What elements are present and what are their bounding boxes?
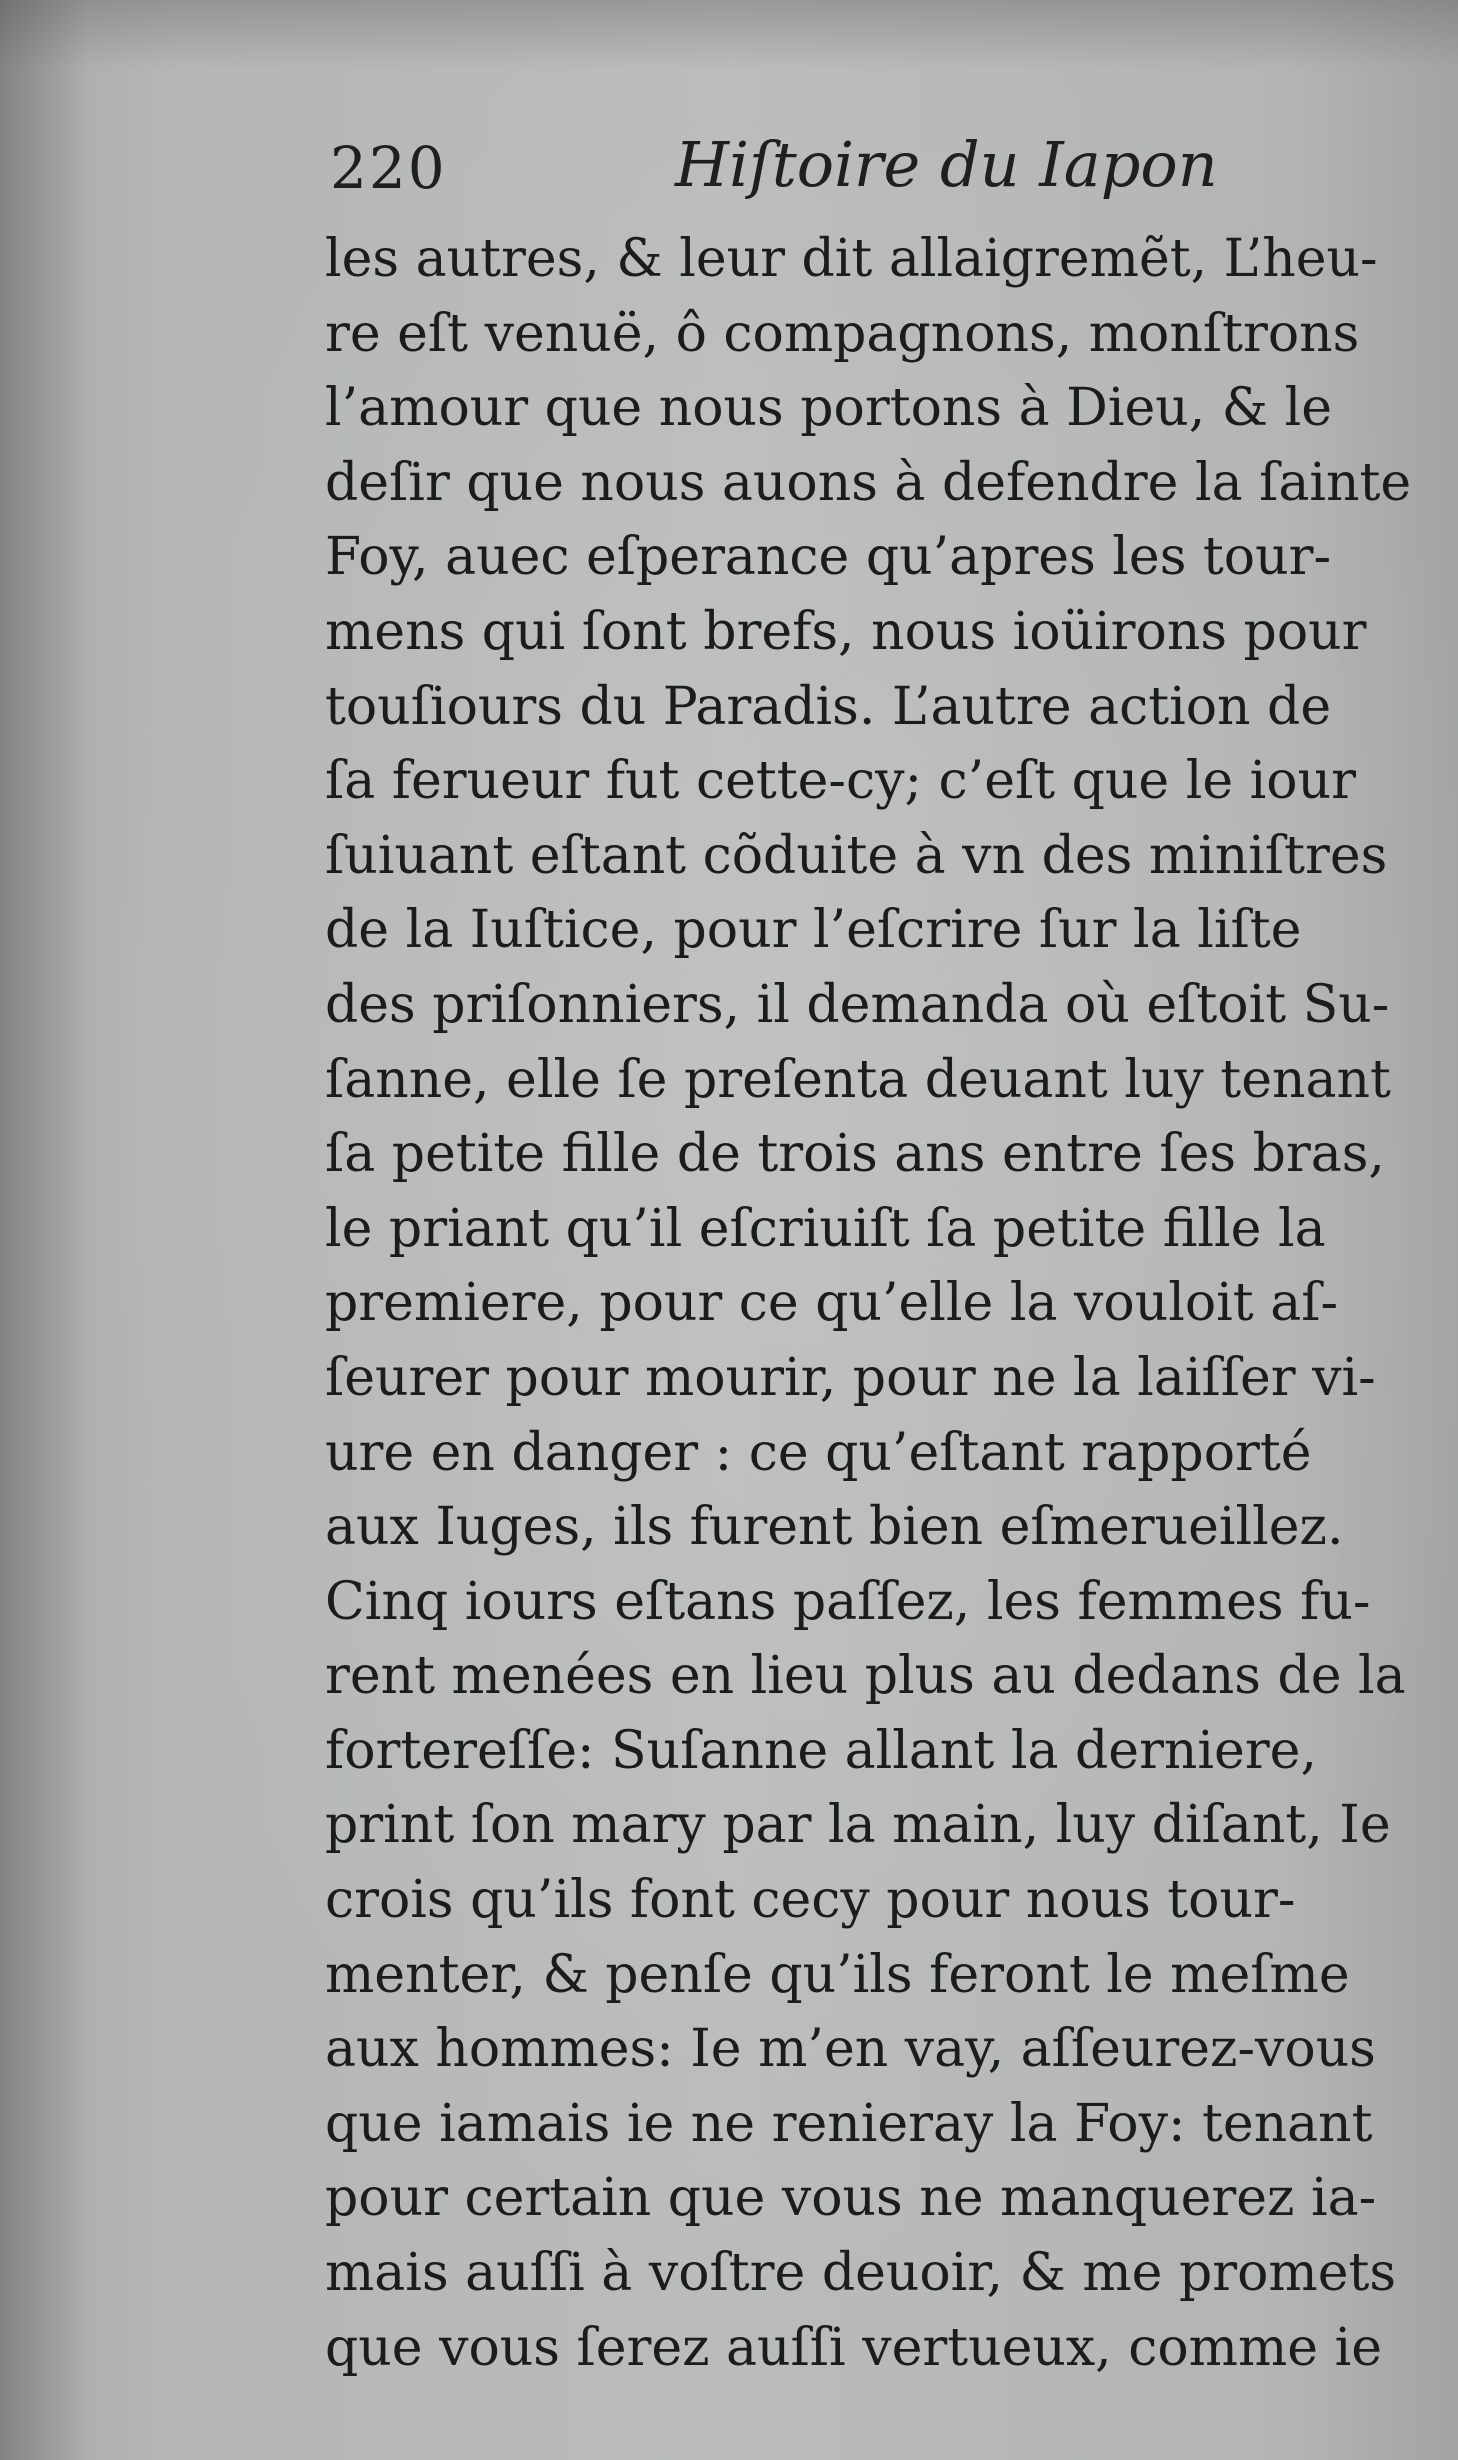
- text-line: le priant qu’il eſcriuiſt ſa petite fille la: [325, 1198, 1326, 1259]
- text-line: re eſt venuë, ô compagnons, monſtrons: [325, 303, 1360, 364]
- body-text: [325, 222, 1435, 2385]
- text-line: deſir que nous auons à defendre la ſainte: [325, 452, 1412, 513]
- text-line: de la Iuſtice, pour l’eſcrire ſur la liſte: [325, 900, 1302, 961]
- running-title: Hiſtoire du Iapon: [675, 128, 1218, 201]
- top-edge-shadow: [0, 0, 1458, 70]
- text-line: touſiours du Paradis. L’autre action de: [325, 676, 1332, 737]
- text-line: ure en danger : ce qu’eſtant rapporté: [325, 1422, 1312, 1483]
- text-line: mais auſſi à voſtre deuoir, & me promets: [325, 2243, 1397, 2304]
- gutter-shadow: [0, 0, 90, 2460]
- text-line: crois qu’ils font cecy pour nous tour-: [325, 1870, 1296, 1931]
- text-line: ſuiuant eſtant cõduite à vn des miniſtres: [325, 825, 1388, 886]
- text-line: Cinq iours eſtans paſſez, les femmes fu-: [325, 1571, 1371, 1632]
- text-line: que iamais ie ne renieray la Foy: tenant: [325, 2093, 1373, 2154]
- text-line: menter, & penſe qu’ils feront le meſme: [325, 1944, 1350, 2005]
- text-line: des priſonniers, il demanda où eſtoit Su-: [325, 974, 1390, 1035]
- text-line: aux Iuges, ils furent bien eſmerueillez.: [325, 1497, 1344, 1558]
- page-number: 220: [330, 134, 447, 202]
- text-line: pour certain que vous ne manquerez ia-: [325, 2168, 1377, 2229]
- page-header: [330, 128, 1440, 208]
- text-line: l’amour que nous portons à Dieu, & le: [325, 378, 1332, 439]
- text-line: aux hommes: Ie m’en vay, aſſeurez-vous: [325, 2019, 1376, 2080]
- text-line: les autres, & leur dit allaigremẽt, L’heu-: [325, 229, 1378, 289]
- text-line: ſa ferueur fut cette-cy; c’eſt que le iour: [325, 751, 1356, 812]
- text-line: que vous ſerez auſſi vertueux, comme ie: [325, 2317, 1382, 2378]
- text-line: fortereſſe: Suſanne allant la derniere,: [325, 1720, 1317, 1781]
- text-line: Foy, auec eſperance qu’apres les tour-: [325, 527, 1332, 588]
- text-line: ſa petite fille de trois ans entre ſes bras,: [325, 1124, 1385, 1185]
- text-line: premiere, pour ce qu’elle la vouloit aſ-: [325, 1273, 1339, 1334]
- text-line: print ſon mary par la main, luy diſant, Ie: [325, 1795, 1391, 1856]
- text-line: mens qui ſont brefs, nous ioüirons pour: [325, 601, 1367, 662]
- text-line: ſeurer pour mourir, pour ne la laiſſer vi-: [325, 1347, 1376, 1408]
- text-line: rent menées en lieu plus au dedans de la: [325, 1646, 1406, 1707]
- text-line: ſanne, elle ſe preſenta deuant luy tenant: [325, 1049, 1391, 1110]
